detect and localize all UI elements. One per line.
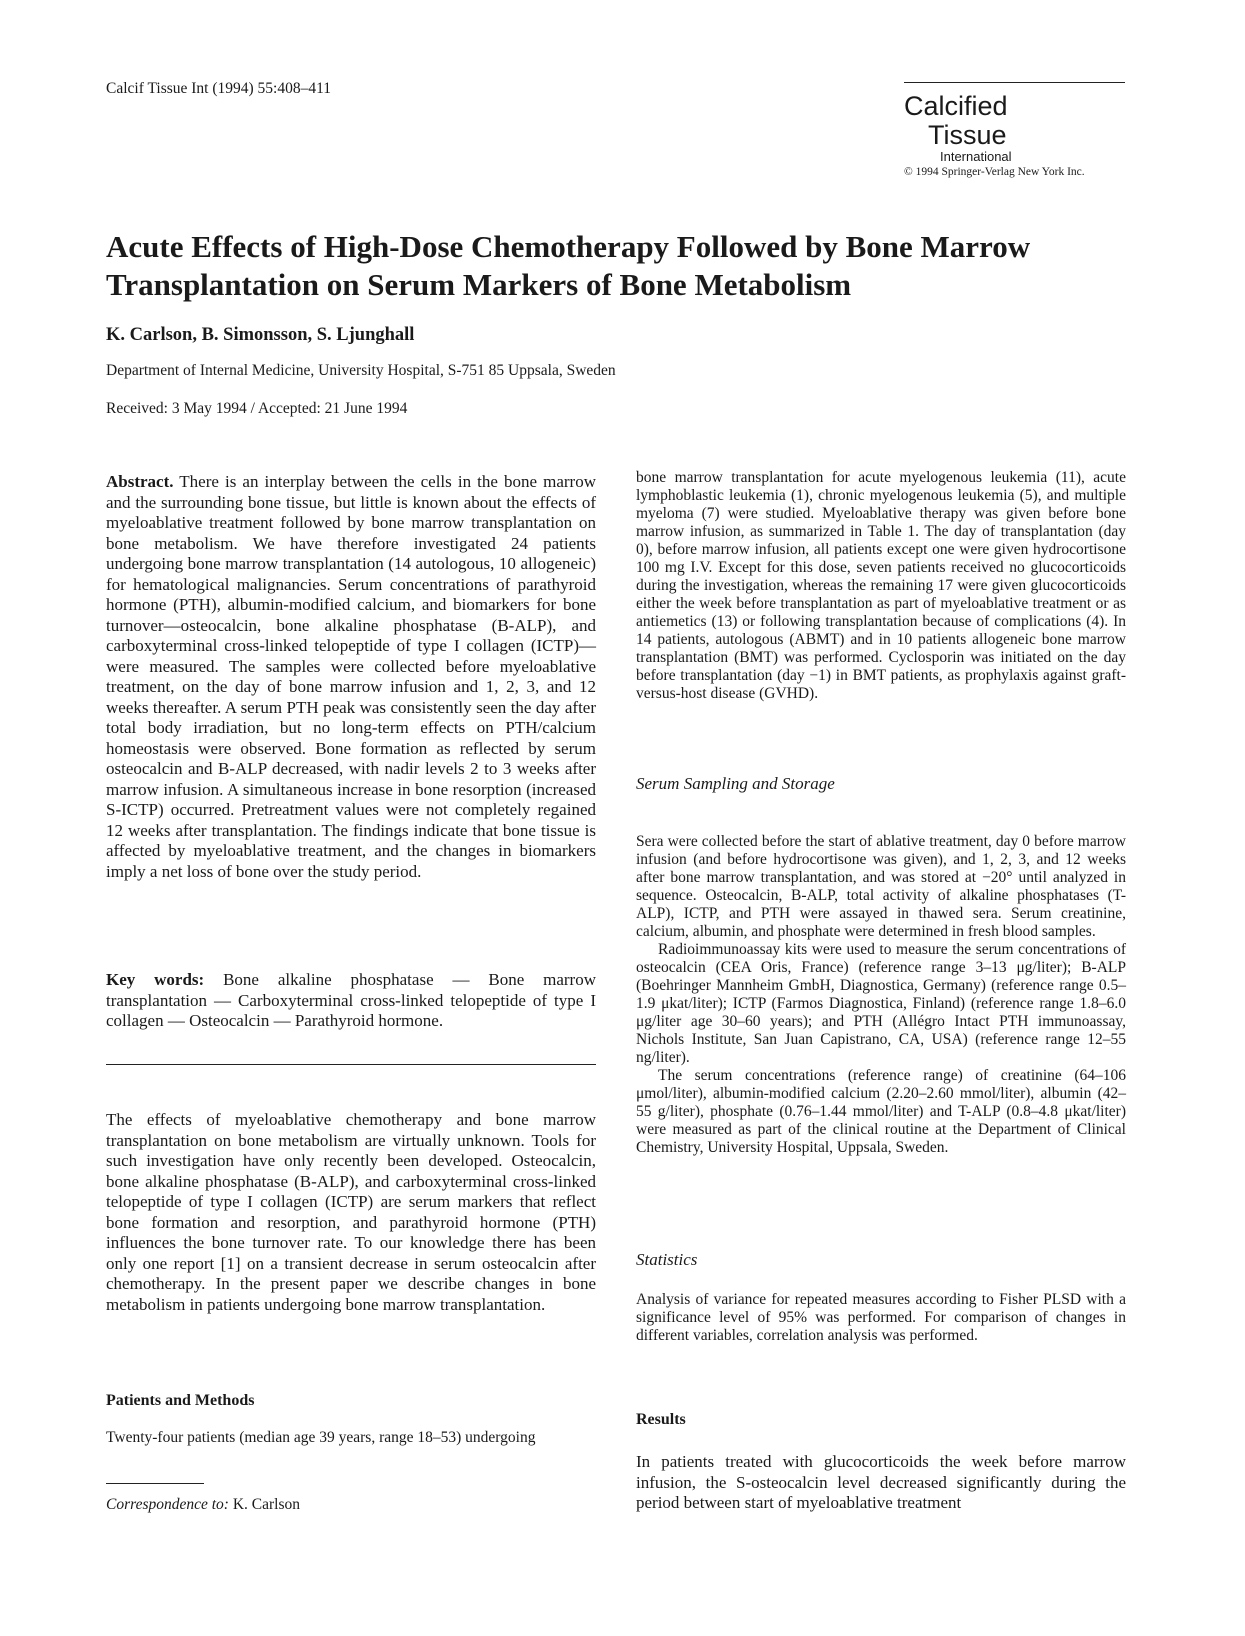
results-section xyxy=(636,1452,1126,1514)
sampling-section xyxy=(636,833,1126,1157)
article-affiliation: Department of Internal Medicine, University Hospital, S-751 85 Uppsala, Sweden xyxy=(106,362,616,379)
results-heading: Results xyxy=(636,1411,686,1428)
journal-name-line1: Calcified xyxy=(904,91,1008,121)
methods-continued-paragraph: bone marrow transplantation for acute myelogenous leukemia (11), acute lymphoblastic leukemia (1), chronic myelogenous leukemia (5), and multiple myeloma (7) were studied. Myeloablative therapy was given before bone marrow infusion, as summarized in Table 1. The day of transplantation (day 0), before marrow infusion, all patients except one were given hydrocortisone 100 mg I.V. Except for this dose, seven patients received no glucocorticoids during the investigation, whereas the remaining 17 were given glucocorticoids either the week before transplantation as part of myeloablative treatment or as antiemetics (13) or following transplantation because of complications (4). In 14 patients, autologous (ABMT) and in 10 patients allogeneic bone marrow transplantation (BMT) was performed. Cyclosporin was initiated on the day before transplantation (day −1) in BMT patients, as prophylaxis against graft-versus-host disease (GVHD). xyxy=(636,469,1126,702)
keywords-section xyxy=(106,970,596,1032)
sampling-paragraph-1: Sera were collected before the start of ablative treatment, day 0 before marrow infusion (and before hydrocortisone was given), and 1, 2, 3, and 12 weeks after bone marrow transplantation, and was stored at −20° until analyzed in sequence. Osteocalcin, B-ALP, total activity of alkaline phosphatases (T-ALP), ICTP, and PTH were assayed in thawed sera. Serum creatinine, calcium, albumin, and phosphate were determined in fresh blood samples. xyxy=(636,833,1126,940)
keywords-label: Key words: xyxy=(106,970,205,989)
correspondence-name: K. Carlson xyxy=(232,1496,301,1513)
abstract-paragraph xyxy=(106,472,596,882)
statistics-section xyxy=(636,1291,1126,1345)
statistics-paragraph: Analysis of variance for repeated measures according to Fisher PLSD with a significance level of 95% was performed. For comparison of changes in different variables, correlation analysis was performed. xyxy=(636,1291,1126,1344)
correspondence-footnote xyxy=(106,1496,300,1514)
footnote-rule xyxy=(106,1483,204,1484)
keywords-text: Bone alkaline phosphatase — Bone marrow transplantation — Carboxyterminal cross-linked telopeptide of type I collagen — Osteocalcin — Parathyroid hormone. xyxy=(106,970,596,1030)
section-divider xyxy=(106,1064,596,1065)
keywords-paragraph xyxy=(106,970,596,1032)
journal-rule xyxy=(904,82,1125,83)
introduction-paragraph: The effects of myeloablative chemotherapy and bone marrow transplantation on bone metabolism are virtually unknown. Tools for such investigation have only recently been developed. Osteocalcin, bone alkaline phosphatase (B-ALP), and carboxyterminal cross-linked telopeptide of type I collagen (ICTP) are serum markers that reflect bone formation and resorption, and parathyroid hormone (PTH) influences the bone turnover rate. To our knowledge there has been only one report [1] on a transient decrease in serum osteocalcin after chemotherapy. In the present paper we describe changes in bone metabolism in patients undergoing bone marrow transplantation. xyxy=(106,1110,596,1314)
introduction-section xyxy=(106,1110,596,1315)
article-received-dates: Received: 3 May 1994 / Accepted: 21 June 1994 xyxy=(106,400,408,417)
methods-first-line: Twenty-four patients (median age 39 years, range 18–53) undergoing xyxy=(106,1429,536,1446)
correspondence-label: Correspondence to: xyxy=(106,1496,229,1513)
journal-citation: Calcif Tissue Int (1994) 55:408–411 xyxy=(106,80,332,97)
sampling-paragraph-3: The serum concentrations (reference range) of creatinine (64–106 μmol/liter), albumin-modified calcium (2.20–2.60 mmol/liter), albumin (42–55 g/liter), phosphate (0.76–1.44 mmol/liter) and T-ALP (0.8–4.8 μkat/liter) were measured as part of the clinical routine at the Department of Clinical Chemistry, University Hospital, Uppsala, Sweden. xyxy=(636,1067,1126,1156)
results-paragraph: In patients treated with glucocorticoids the week before marrow infusion, the S-osteocalcin level decreased significantly during the period between start of myeloablative treatment xyxy=(636,1452,1126,1512)
methods-heading: Patients and Methods xyxy=(106,1392,255,1409)
sampling-heading: Serum Sampling and Storage xyxy=(636,774,835,793)
article-authors: K. Carlson, B. Simonsson, S. Ljunghall xyxy=(106,325,415,345)
journal-copyright: © 1994 Springer-Verlag New York Inc. xyxy=(904,166,1085,178)
journal-name-line2: Tissue xyxy=(928,120,1007,150)
abstract-section xyxy=(106,472,596,882)
journal-name-line3: International xyxy=(940,149,1012,164)
abstract-text: There is an interplay between the cells in the bone marrow and the surrounding bone tissue, but little is known about the effects of myeloablative treatment followed by bone marrow transplantation on bone metabolism. We have therefore investigated 24 patients undergoing bone marrow transplantation (14 autologous, 10 allogeneic) for hematological malignancies. Serum concentrations of parathyroid hormone (PTH), albumin-modified calcium, and biomarkers for bone turnover—osteocalcin, bone alkaline phosphatase (B-ALP), and carboxyterminal cross-linked telopeptide of type I collagen (ICTP)—were measured. The samples were collected before myeloablative treatment, on the day of bone marrow infusion and 1, 2, 3, and 12 weeks thereafter. A serum PTH peak was consistently seen the day after total body irradiation, but no long-term effects on PTH/calcium homeostasis were observed. Bone formation as reflected by serum osteocalcin and B-ALP decreased, with nadir levels 2 to 3 weeks after marrow infusion. A simultaneous increase in bone resorption (increased S-ICTP) occurred. Pretreatment values were not completely regained 12 weeks after transplantation. The findings indicate that bone tissue is affected by myeloablative treatment, and the changes in biomarkers imply a net loss of bone over the study period. xyxy=(106,472,596,881)
journal-logo-block xyxy=(904,82,1125,180)
sampling-paragraph-2: Radioimmunoassay kits were used to measure the serum concentrations of osteocalcin (CEA Oris, France) (reference range 3–13 μg/liter); B-ALP (Boehringer Mannheim GmbH, Diagnostica, Germany) (reference range 0.5–1.9 μkat/liter); ICTP (Farmos Diagnostica, Finland) (reference range 1.8–6.0 μg/liter age 30–60 years); and PTH (Allégro Intact PTH immunoassay, Nichols Institute, San Juan Capistrano, CA, USA) (reference range 12–55 ng/liter). xyxy=(636,941,1126,1066)
methods-continued xyxy=(636,469,1126,703)
statistics-heading: Statistics xyxy=(636,1250,698,1269)
abstract-label: Abstract. xyxy=(106,472,174,491)
article-title: Acute Effects of High-Dose Chemotherapy Followed by Bone Marrow Transplantation on Serum Markers of Bone Metabolism xyxy=(106,229,1031,302)
